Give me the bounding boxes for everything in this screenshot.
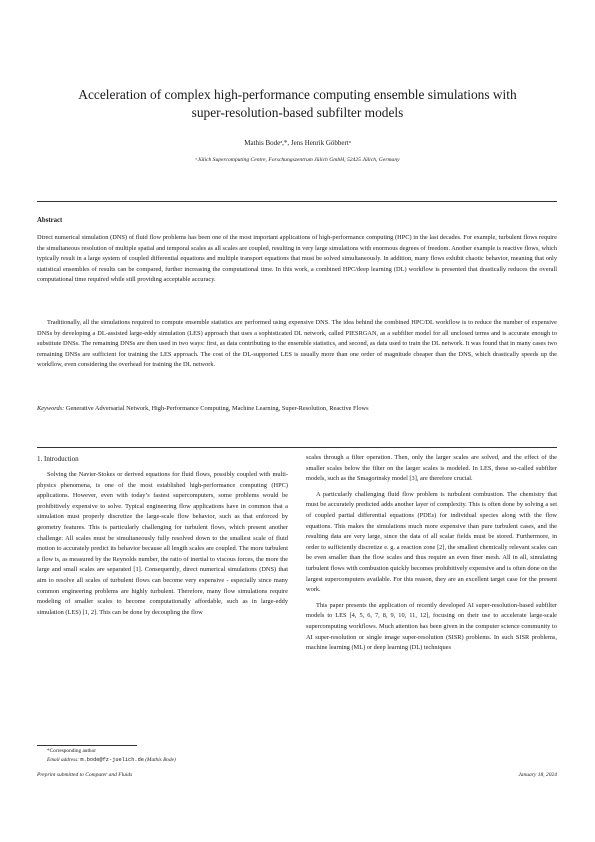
author-list: Mathis Bodeᵃ,*, Jens Henrik Göbbertᵃ [244, 139, 351, 147]
intro-paragraph-2: A particularly challenging fluid flow problem is turbulent combustion. The chemistry that must be accurately predicted adds another layer of complexity. This is often done by solving a set of coupled partial differential equations (PDEs) for individual species along with the flow equations. This makes the simulations much more expensive than pure turbulent cases, and the resulting data are very large, since the data of all scalar fields must be stored. Furthermore, in order to sufficiently discretize e. g. a reaction zone [2], the smallest chemically relevant scales can be even smaller than the flow scales and thus require an even finer mesh. All in all, simulating turbulent flows with combustion quickly becomes prohibitively expensive and is often done on the largest supercomputers available. For this reason, they are an excellent target case for the present work. [306, 490, 557, 594]
affiliation: ᵃJülich Supercomputing Centre, Forschungszentrum Jülich GmbH, 52425 Jülich, Germany [195, 157, 400, 163]
abstract-heading: Abstract [37, 217, 63, 224]
email-address[interactable]: m.bode@fz-juelich.de [80, 757, 144, 763]
date-stamp: January 18, 2024 [518, 772, 557, 778]
intro-paragraph-1: Solving the Navier-Stokes or derived equations for fluid flows, possibly coupled with multi-physics phenomena, is one of the most established high-performance computing (HPC) applications. However, even with today’s fastest supercomputers, some problems would be prohibitively expensive to solve. Typical engineering flow applications have in common that a simulation must properly discretize the large-scale flow behavior, such as that enforced by geometry features. This is particularly challenging for turbulent flows, which present another challenge: All scales must be simultaneously fully resolved down to the smallest scale of fluid motion to accurately predict its behavior because all length scales are coupled. The more turbulent a flow is, as measured by the Reynolds number, the ratio of inertial to viscous forces, the more the large and small scales are separated [1]. Consequently, direct numerical simulations (DNS) that aim to resolve all scales of turbulent flows can become very expensive - especially since many common engineering problems are highly turbulent. Therefore, many flow simulations require modeling of smaller scales to become computationally affordable, such as in large-eddy simulation (LES) [1, 2]. This can be done by decoupling the flow [37, 471, 288, 616]
right-column [306, 453, 557, 654]
intro-paragraph-continued: scales through a filter operation. Then, only the larger scales are solved, and the effect of the smaller scales below the filter on the larger scales is modeled. In LES, these so-called subfilter models, such as the Smagorinsky model [3], are therefore crucial. [306, 454, 557, 483]
abstract-paragraph-1: Direct numerical simulation (DNS) of fluid flow problems has been one of the most important applications of high-performance computing (HPC) in the last decades. For example, turbulent flows require the simultaneous resolution of multiple spatial and temporal scales as all scales are coupled, resulting in very large simulations with enormous degrees of freedom. Another example is reactive flows, which typically result in a large system of coupled differential equations and multiple transport equations that must be solved simultaneously. In addition, many flows exhibit chaotic behavior, meaning that only statistical ensembles of results can be compared, further increasing the computational time. In this work, a combined HPC/deep learning (DL) workflow is presented that drastically reduces the overall computational time required while still providing acceptable accuracy. [37, 234, 557, 284]
keywords-label: Keywords: [37, 405, 65, 412]
email-owner: (Mathis Bode) [145, 757, 176, 763]
email-label: Email address: [47, 757, 80, 763]
section-heading-introduction: 1. Introduction [37, 455, 79, 463]
left-column [37, 470, 288, 618]
intro-paragraph-3: This paper presents the application of recently developed AI super-resolution-based subfilter models to LES [4, 5, 6, 7, 8, 9, 10, 11, 12], focusing on their use to accelerate large-scale supercomputing workflows. Much attention has been given in the computer science community to AI super-resolution or single image super-resolution (SISR) problems. In such SISR problems, machine learning (ML) or deep learning (DL) techniques [306, 601, 557, 652]
bottom-divider [37, 447, 557, 448]
footnote-email [47, 756, 176, 764]
paper-title [40, 86, 555, 122]
abstract-paragraph-2: Traditionally, all the simulations required to compute ensemble statistics are performed using expensive DNS. The idea behind the combined HPC/DL workflow is to reduce the number of expensive DNSs by developing a DL-assisted large-eddy simulation (LES) approach that uses a sophisticated DL network, called PIESRGAN, as a subfilter model for all unclosed terms and is accurate enough to substitute DNSs. The remaining DNSs are then used in two ways: first, as data contributing to the ensemble statistics, and second, as data used to train the DL network. It was found that in many cases two remaining DNSs are sufficient for training the LES approach. The cost of the DL-supported LES is usually more than one order of magnitude cheaper than the DNS, which drastically speeds up the workflow, even considering the overhead for training the DL network. [37, 319, 557, 369]
title-line-2: super-resolution-based subfilter models [191, 105, 404, 120]
top-divider [37, 201, 557, 202]
title-line-1: Acceleration of complex high-performance computing ensemble simulations with [78, 87, 517, 102]
preprint-note: Preprint submitted to Computer and Fluids [37, 772, 133, 778]
keywords-text: Generative Adversarial Network, High-Performance Computing, Machine Learning, Super-Resolution, Reactive Flows [65, 405, 369, 412]
footnote-corresponding-author: *Corresponding author [47, 748, 96, 754]
keywords [37, 404, 557, 415]
footnote-divider [37, 745, 137, 746]
